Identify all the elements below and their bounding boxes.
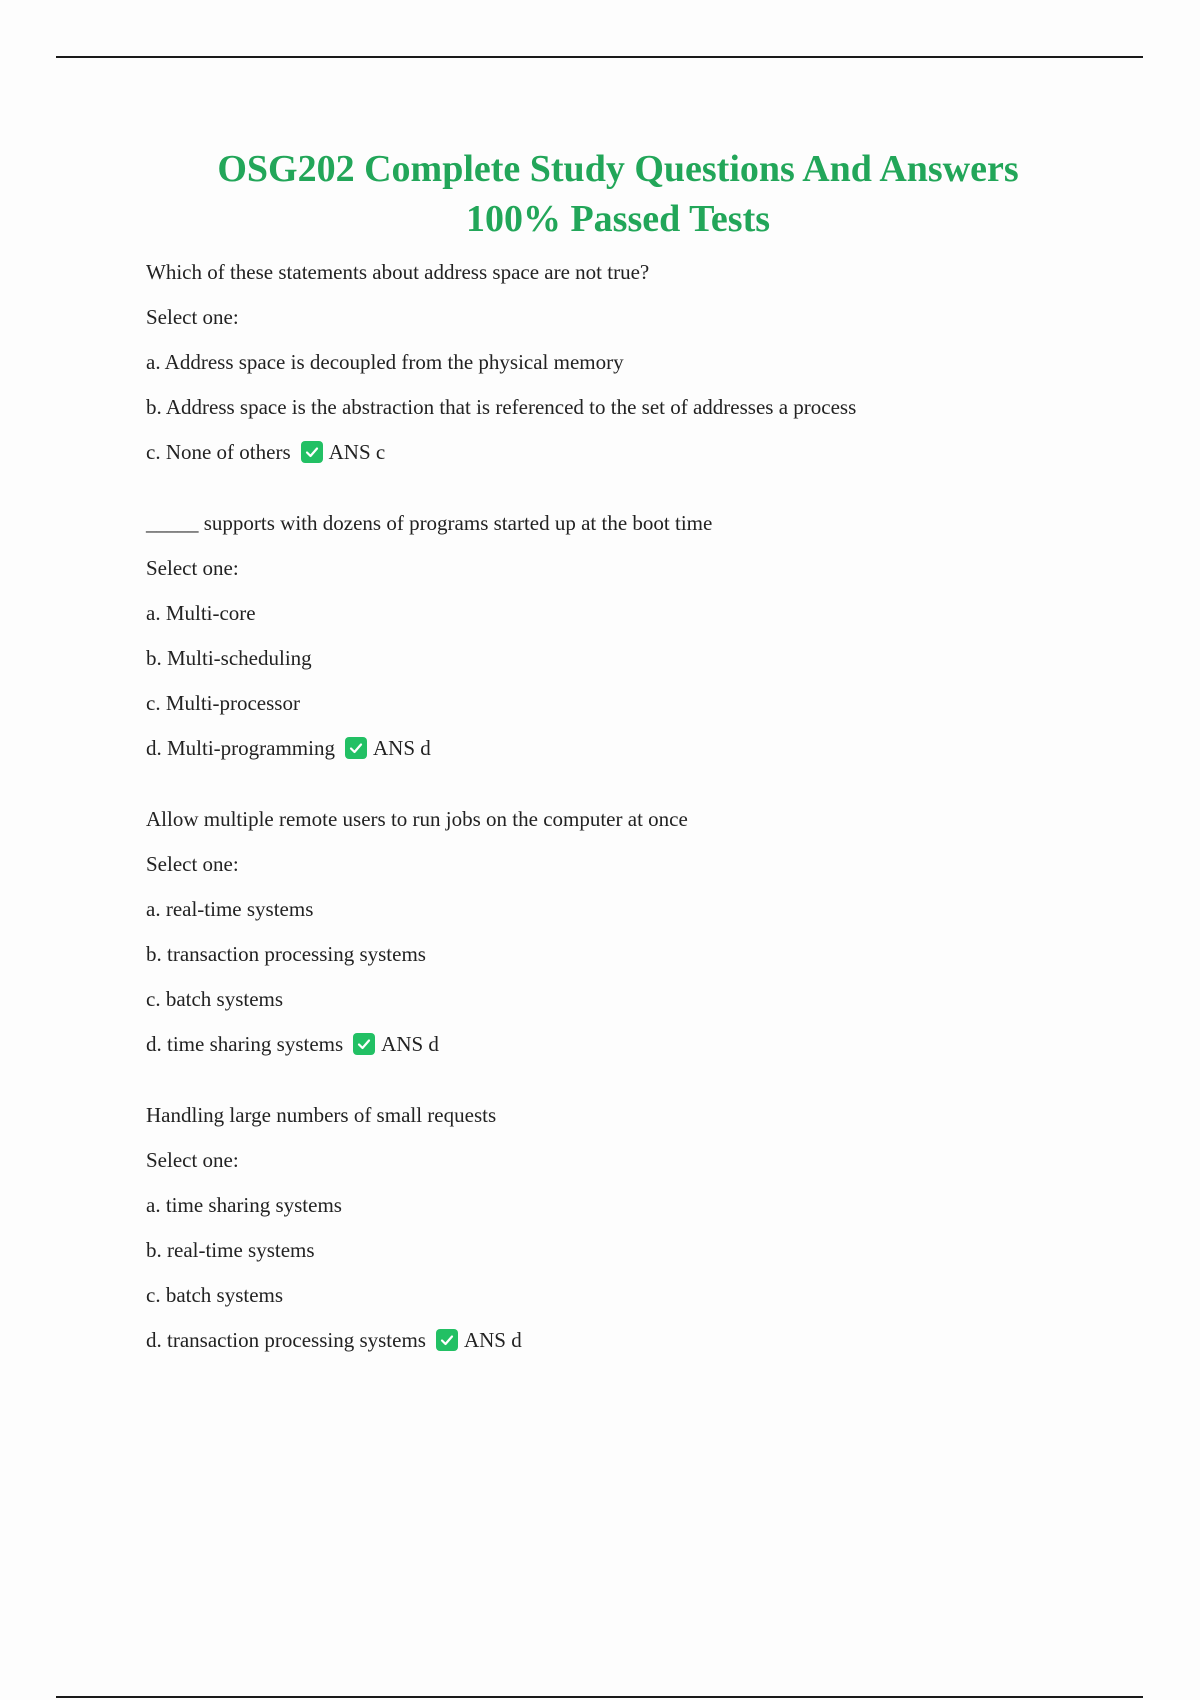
question-prompt: Which of these statements about address space are not true?: [146, 260, 650, 284]
check-icon: [353, 1033, 375, 1055]
answer-key: ANS d: [381, 1032, 439, 1056]
question-prompt: Allow multiple remote users to run jobs on the computer at once: [146, 807, 688, 831]
question-prompt: _____ supports with dozens of programs started up at the boot time: [146, 511, 713, 535]
question-block: [146, 1103, 1146, 1352]
select-label: Select one:: [146, 852, 239, 876]
question-block: [146, 511, 1146, 760]
check-icon: [345, 737, 367, 759]
select-label: Select one:: [146, 1148, 239, 1172]
answer-option-correct: [146, 1328, 1146, 1352]
answer-option: a. real-time systems: [146, 897, 314, 921]
answer-option-correct: [146, 440, 1146, 464]
answer-option: c. batch systems: [146, 1283, 284, 1307]
question-prompt: Handling large numbers of small requests: [146, 1103, 497, 1127]
select-label: Select one:: [146, 305, 239, 329]
option-text: d. Multi-programming: [146, 736, 335, 760]
title-line-2: 100% Passed Tests: [465, 198, 771, 240]
answer-option-correct: [146, 736, 1146, 760]
questions-list: [146, 260, 1146, 1399]
option-text: d. time sharing systems: [146, 1032, 344, 1056]
answer-key: ANS c: [328, 440, 386, 464]
answer-option: a. Address space is decoupled from the physical memory: [146, 350, 624, 374]
question-block: [146, 260, 1146, 464]
answer-option: a. time sharing systems: [146, 1193, 342, 1217]
answer-option: b. Address space is the abstraction that is referenced to the set of addresses a process: [146, 395, 857, 419]
check-icon: [436, 1329, 458, 1351]
question-block: [146, 807, 1146, 1056]
option-text: c. None of others: [146, 440, 291, 464]
select-label: Select one:: [146, 556, 239, 580]
check-icon: [301, 441, 323, 463]
answer-option: b. real-time systems: [146, 1238, 315, 1262]
answer-option: c. Multi-processor: [146, 691, 300, 715]
bottom-divider: [56, 1696, 1143, 1698]
answer-option: c. batch systems: [146, 987, 284, 1011]
top-divider: [56, 56, 1143, 58]
answer-key: ANS d: [463, 1328, 522, 1352]
answer-option: b. transaction processing systems: [146, 942, 426, 966]
title-line-1: OSG202 Complete Study Questions And Answers: [217, 148, 1019, 190]
document-title: [0, 144, 1200, 244]
option-text: d. transaction processing systems: [146, 1328, 426, 1352]
answer-key: ANS d: [372, 736, 431, 760]
answer-option: b. Multi-scheduling: [146, 646, 312, 670]
answer-option: a. Multi-core: [146, 601, 256, 625]
answer-option-correct: [146, 1032, 1146, 1056]
